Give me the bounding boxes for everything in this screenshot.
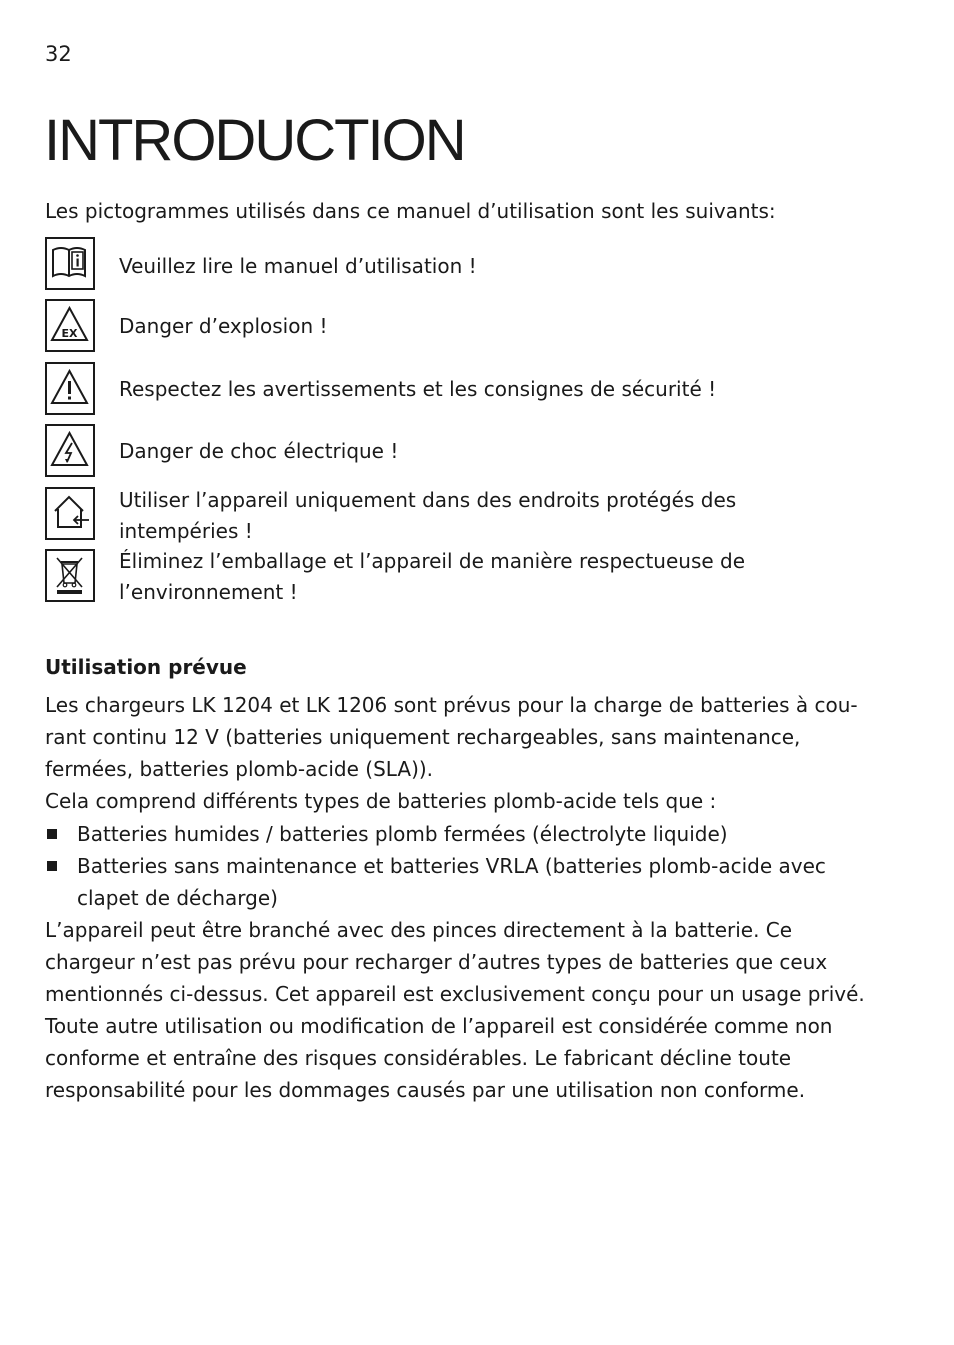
electric-shock-icon — [45, 424, 95, 477]
bullet-square-icon — [47, 829, 57, 839]
intro-text: Les pictogrammes utilisés dans ce manuel d’utilisation sont les suivants: — [45, 199, 776, 223]
paragraph: Cela comprend différents types de batteries plomb-acide tels que : — [45, 789, 717, 813]
list-item — [45, 850, 875, 914]
bullet-list — [45, 818, 875, 914]
paragraph: Les chargeurs LK 1204 et LK 1206 sont prévus pour la charge de batteries à cou-rant continu 12 V (batteries uniquement rechargeables, sans maintenance, fermées, batteries plomb-acide (SLA)). — [45, 693, 858, 781]
list-item-text: Batteries sans maintenance et batteries VRLA (batteries plomb-acide avec clapet de décharge) — [77, 854, 826, 910]
explosion-danger-icon — [45, 299, 95, 352]
crossed-bin-icon — [45, 549, 95, 602]
pictogram-text: Veuillez lire le manuel d’utilisation ! — [119, 254, 477, 278]
pictogram-text: Utiliser l’appareil uniquement dans des endroits protégés des intempéries ! — [119, 488, 737, 543]
warning-triangle-icon — [45, 362, 95, 415]
pictogram-text: Respectez les avertissements et les consignes de sécurité ! — [119, 377, 717, 401]
pictogram-text: Danger d’explosion ! — [119, 314, 328, 338]
indoor-use-icon — [45, 487, 95, 540]
read-manual-icon — [45, 237, 95, 290]
svg-text:EX: EX — [61, 327, 78, 340]
bullet-square-icon — [47, 861, 57, 871]
page-title: INTRODUCTION — [44, 108, 465, 173]
page-number: 32 — [45, 42, 72, 66]
section-heading: Utilisation prévue — [45, 655, 247, 679]
list-item-text: Batteries humides / batteries plomb fermées (électrolyte liquide) — [77, 822, 728, 846]
pictogram-text: Éliminez l’emballage et l’appareil de manière respectueuse de l’environnement ! — [119, 549, 746, 604]
paragraph: L’appareil peut être branché avec des pinces directement à la batterie. Ce chargeur n’est pas prévu pour recharger d’autres types de batteries que ceux mentionnés ci-dessus. Cet appareil est exclusivement conçu pour un usage privé. Toute autre utilisation ou modification de l’appareil est considérée comme non conforme et entraîne des risques considérables. Le fabricant décline toute responsabilité pour les dommages causés par une utilisation non conforme. — [45, 918, 865, 1102]
list-item — [45, 818, 875, 850]
pictogram-text: Danger de choc électrique ! — [119, 439, 399, 463]
